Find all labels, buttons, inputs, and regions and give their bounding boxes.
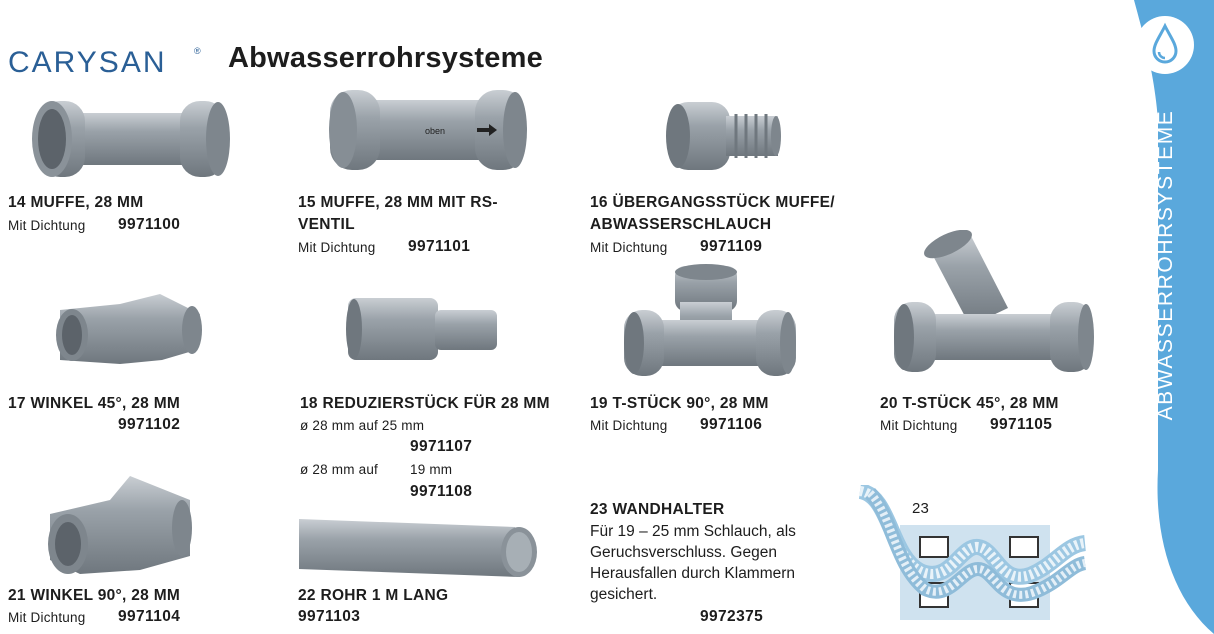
product-18-variant2b: 19 mm	[410, 462, 453, 477]
reduzierstueck-image	[340, 294, 505, 364]
muffe-rs-ventil-image	[325, 86, 530, 176]
product-23-title: 23 WANDHALTER	[590, 501, 725, 518]
product-18-title: 18 REDUZIERSTÜCK FÜR 28 MM	[300, 395, 550, 412]
uebergangsstueck-image	[660, 96, 785, 176]
product-16-title-line1: 16 ÜBERGANGSSTÜCK MUFFE/	[590, 194, 835, 211]
water-drop-icon	[1134, 14, 1196, 76]
page-heading: Abwasserrohrsysteme	[228, 42, 543, 74]
product-21-number: 9971104	[118, 608, 181, 625]
product-18-variant2a: ø 28 mm auf	[300, 462, 378, 477]
product-16-title-line2: ABWASSERSCHLAUCH	[590, 216, 772, 233]
product-15-title-line2: VENTIL	[298, 216, 355, 233]
product-23-image-label: 23	[912, 500, 930, 517]
product-15-title-line1: 15 MUFFE, 28 MM MIT RS-	[298, 194, 498, 211]
product-21-title: 21 WINKEL 90°, 28 MM	[8, 587, 181, 604]
product-22-title: 22 ROHR 1 M LANG	[298, 587, 449, 604]
product-18-variant1: ø 28 mm auf 25 mm	[300, 418, 425, 433]
product-20-title: 20 T-STÜCK 45°, 28 MM	[880, 395, 1059, 412]
product-23-description: Für 19 – 25 mm Schlauch, als Geruchsverschluss. Gegen Herausfallen durch Klammern gesichert.	[590, 523, 796, 603]
product-19-sub: Mit Dichtung	[590, 418, 668, 433]
product-22-number: 9971103	[298, 608, 361, 625]
side-tab-label: ABWASSERROHRSYSTEME	[1154, 109, 1177, 421]
product-19-number: 9971106	[700, 416, 763, 433]
carysan-logo	[8, 42, 208, 82]
muffe-image	[20, 95, 235, 185]
product-15-number: 9971101	[408, 238, 471, 255]
product-14-sub: Mit Dichtung	[8, 218, 86, 233]
product-20-sub: Mit Dichtung	[880, 418, 958, 433]
product-23-number: 9972375	[700, 608, 764, 625]
rohr-image	[295, 515, 545, 580]
t-stueck-45-image	[890, 230, 1100, 380]
product-14-title: 14 MUFFE, 28 MM	[8, 194, 144, 211]
logo-text: CARYSAN	[8, 46, 167, 79]
pipe-label-oben: oben	[425, 126, 446, 136]
product-16-number: 9971109	[700, 238, 763, 255]
product-20-number: 9971105	[990, 416, 1053, 433]
product-17-title: 17 WINKEL 45°, 28 MM	[8, 395, 181, 412]
product-15-sub: Mit Dichtung	[298, 240, 376, 255]
product-14-number: 9971100	[118, 216, 181, 233]
product-18-number1: 9971107	[410, 438, 473, 455]
product-16-sub: Mit Dichtung	[590, 240, 668, 255]
winkel-45-image	[50, 290, 210, 370]
product-21-sub: Mit Dichtung	[8, 610, 86, 625]
winkel-90-image	[40, 470, 200, 580]
product-17-number: 9971102	[118, 416, 181, 433]
wandhalter-image	[850, 485, 1090, 630]
product-18-number2: 9971108	[410, 483, 473, 500]
t-stueck-90-image	[620, 262, 800, 382]
registered-mark: ®	[194, 46, 201, 56]
product-19-title: 19 T-STÜCK 90°, 28 MM	[590, 395, 769, 412]
